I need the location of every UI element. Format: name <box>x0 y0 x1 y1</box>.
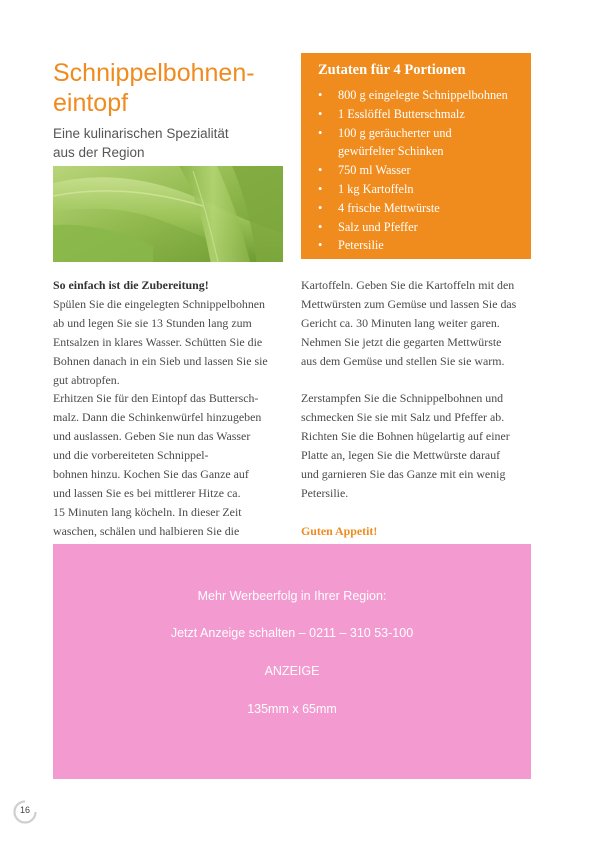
bullet-icon: • <box>318 125 323 140</box>
instructions-column-right <box>301 276 531 541</box>
ingredients-box <box>301 53 531 259</box>
ingredient-item: • 1 kg Kartoffeln <box>318 180 515 199</box>
green-beans-photo <box>53 166 283 262</box>
ingredient-item-continued: gewürfelter Schinken <box>338 144 444 159</box>
bullet-icon: • <box>318 88 323 102</box>
instruction-line: schmecken Sie sie mit Salz und Pfeffer ab. <box>301 410 505 425</box>
instruction-line: Erhitzen Sie für den Eintopf das Buttersch- <box>53 391 259 406</box>
ingredient-item: • 1 Esslöffel Butterschmalz <box>318 105 515 124</box>
bullet-icon: • <box>318 106 323 121</box>
page-number: 16 <box>19 805 30 815</box>
instruction-line: Platte an, legen Sie die Mettwürste darauf <box>301 448 501 463</box>
closing-line: Guten Appetit! <box>301 523 378 538</box>
instruction-line: waschen, schälen und halbieren Sie die <box>53 523 240 538</box>
ingredient-item: • Salz und Pfeffer <box>318 218 515 237</box>
bullet-icon: • <box>318 238 323 253</box>
recipe-subtitle <box>53 124 293 162</box>
ingredients-list <box>318 86 515 255</box>
green-beans-image <box>53 166 283 262</box>
bullet-icon: • <box>318 181 323 196</box>
instruction-line: aus dem Gemüse und stellen Sie sie warm. <box>301 353 505 368</box>
instruction-line: und die vorbereiteten Schnippel- <box>53 448 209 463</box>
instruction-line: gut abtropfen. <box>53 372 120 387</box>
instruction-line: bohnen hinzu. Kochen Sie das Ganze auf <box>53 467 249 482</box>
instructions-column-left <box>53 276 283 541</box>
instruction-line: Zerstampfen Sie die Schnippelbohnen und <box>301 391 504 406</box>
ad-headline: Mehr Werbeerfolg in Ihrer Region: <box>197 589 387 603</box>
instruction-line: Spülen Sie die eingelegten Schnippelbohnen <box>53 296 266 311</box>
ingredient-item: • 100 g geräucherter und <box>318 124 515 143</box>
paragraph-gap <box>301 503 531 522</box>
bullet-icon: • <box>318 219 323 234</box>
instruction-line: Gericht ca. 30 Minuten lang weiter garen. <box>301 315 500 330</box>
ingredient-item: • 4 frische Mettwürste <box>318 199 515 218</box>
ingredient-item: • 800 g eingelegte Schnippelbohnen <box>318 86 515 105</box>
recipe-title-line2: eintopf <box>53 89 129 117</box>
instruction-line: Kartoffeln. Geben Sie die Kartoffeln mit den <box>301 278 515 292</box>
instruction-line: Nehmen Sie jetzt die gegarten Mettwürste <box>301 334 502 349</box>
ad-label: ANZEIGE <box>264 664 320 678</box>
recipe-title-line1: Schnippelbohnen- <box>53 59 255 87</box>
instruction-line: Entsalzen in klares Wasser. Schütten Sie die <box>53 334 263 349</box>
ingredients-heading: Zutaten für 4 Portionen <box>318 62 466 78</box>
instruction-line: ab und legen Sie sie 13 Stunden lang zum <box>53 315 252 330</box>
recipe-title <box>53 58 293 118</box>
ingredient-item: • 750 ml Wasser <box>318 161 515 180</box>
instruction-line: malz. Dann die Schinkenwürfel hinzugeben <box>53 410 262 425</box>
instruction-line: und lassen Sie es bei mittlerer Hitze ca. <box>53 485 241 500</box>
ad-phone-line: Jetzt Anzeige schalten – 0211 – 310 53-100 <box>170 626 414 640</box>
advertisement-box[interactable] <box>53 544 531 779</box>
bullet-icon: • <box>318 200 323 215</box>
page-number-badge <box>12 799 38 825</box>
recipe-subtitle-line2: aus der Region <box>53 145 145 160</box>
instruction-line: Mettwürsten zum Gemüse und lassen Sie das <box>301 296 517 311</box>
instruction-line: Bohnen danach in ein Sieb und lassen Sie sie <box>53 353 268 368</box>
instruction-line: und garnieren Sie das Ganze mit ein wenig <box>301 467 506 482</box>
bullet-icon: • <box>318 163 323 178</box>
instruction-line: 15 Minuten lang köcheln. In dieser Zeit <box>53 504 242 519</box>
recipe-subtitle-line1: Eine kulinarischen Spezialität <box>53 126 229 141</box>
ingredient-item: • Petersilie <box>318 236 515 255</box>
ad-size: 135mm x 65mm <box>247 702 337 716</box>
paragraph-gap <box>301 371 531 390</box>
instruction-line: Richten Sie die Bohnen hügelartig auf einer <box>301 429 510 444</box>
instruction-line: Petersilie. <box>301 485 349 500</box>
instruction-line: und auslassen. Geben Sie nun das Wasser <box>53 429 251 444</box>
instructions-heading: So einfach ist die Zubereitung! <box>53 278 209 292</box>
